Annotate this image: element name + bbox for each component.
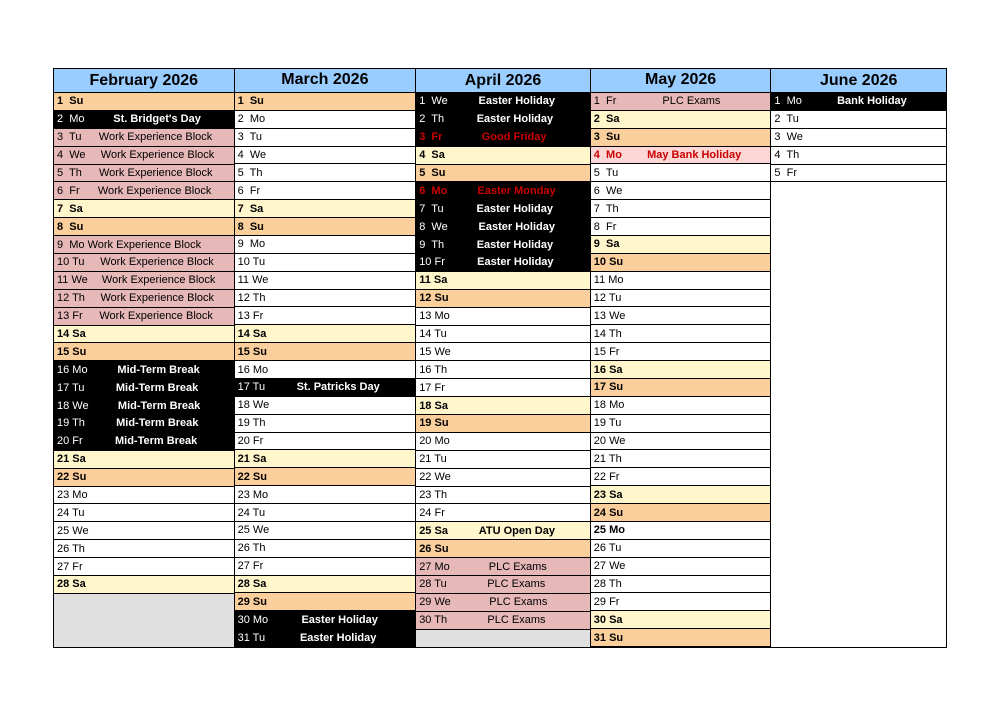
event-label: Easter Monday [477, 184, 556, 197]
day-row [235, 576, 416, 594]
day-label: 8 Su [57, 220, 84, 233]
day-label: 6 We [593, 184, 623, 197]
day-label: 24 Fr [419, 506, 445, 519]
day-row [235, 200, 416, 218]
day-row [416, 361, 590, 379]
day-label: 30 Sa [593, 613, 623, 626]
day-label: 9 Mo Work Experience Block [57, 238, 202, 251]
day-row [591, 486, 771, 504]
event-label: Easter Holiday [476, 113, 554, 126]
day-label: 21 Sa [57, 453, 86, 466]
day-row [235, 93, 416, 111]
day-label: 26 Th [57, 542, 85, 555]
event-label: PLC Exams [487, 614, 546, 627]
month-column [590, 69, 771, 647]
day-label: 26 Tu [593, 542, 622, 555]
day-label: 18 Mo [593, 399, 625, 412]
day-label: 5 Tu [593, 166, 619, 179]
day-row [591, 504, 771, 522]
day-row [416, 397, 590, 415]
day-label: 21 Tu [419, 453, 447, 466]
day-row [591, 361, 771, 379]
day-label: 27 Mo [419, 560, 450, 573]
day-row [54, 200, 234, 218]
day-label: 19 Th [237, 417, 266, 430]
day-row [416, 612, 590, 630]
day-label: 26 Th [237, 542, 266, 555]
day-label: 11 We [57, 274, 88, 287]
day-label: 13 Fr [237, 309, 264, 322]
day-row [591, 522, 771, 540]
day-label: 15 Su [237, 345, 267, 358]
day-label: 31 Su [593, 631, 624, 644]
day-label: 8 Su [237, 220, 264, 233]
day-label: 10 Su [593, 256, 624, 269]
day-row [54, 558, 234, 576]
day-row [416, 236, 590, 254]
event-label: Work Experience Block [101, 274, 216, 287]
day-label: 1 Su [237, 95, 264, 108]
day-label: 14 Sa [237, 327, 267, 340]
day-label: 21 Th [593, 452, 622, 465]
day-label: 27 Fr [237, 560, 264, 573]
day-row [416, 522, 590, 540]
day-label: 22 Fr [593, 470, 620, 483]
day-label: 15 Fr [593, 345, 620, 358]
day-label: 17 Tu [237, 381, 266, 394]
day-label: 16 Sa [593, 363, 623, 376]
day-row [591, 558, 771, 576]
day-label: 11 Mo [593, 274, 624, 287]
day-row [416, 200, 590, 218]
day-label: 24 Tu [237, 506, 266, 519]
event-label: Work Experience Block [100, 292, 215, 305]
day-row [54, 540, 234, 558]
event-label: Work Experience Block [99, 310, 213, 323]
day-label: 24 Tu [57, 506, 85, 519]
day-row [771, 165, 946, 183]
event-label: Easter Holiday [478, 95, 555, 108]
day-label: 1 We [419, 95, 448, 108]
day-row [591, 93, 771, 111]
day-label: 18 We [237, 399, 270, 412]
day-row [235, 147, 416, 165]
event-label: Easter Holiday [476, 202, 553, 215]
event-label: PLC Exams [487, 578, 546, 591]
day-row [235, 629, 416, 647]
day-row [416, 558, 590, 576]
day-row [416, 469, 590, 487]
day-label: 23 Mo [237, 488, 269, 501]
day-row [235, 540, 416, 558]
day-row [235, 558, 416, 576]
day-label: 12 Th [57, 292, 85, 305]
day-label: 4 We [57, 149, 86, 162]
day-label: 14 Th [593, 327, 622, 340]
day-label: 5 Su [419, 167, 446, 179]
day-row [591, 576, 771, 594]
day-row [54, 218, 234, 236]
day-row [235, 218, 416, 236]
day-label: 3 Su [593, 131, 621, 144]
day-row [54, 147, 234, 165]
day-label: 26 Su [419, 542, 449, 555]
day-label: 4 Sa [419, 149, 445, 162]
day-row [416, 272, 590, 290]
day-label: 11 We [237, 274, 269, 287]
day-label: 21 Sa [237, 452, 267, 465]
day-row [54, 504, 234, 522]
day-row [54, 379, 234, 397]
day-row [591, 111, 771, 129]
day-label: 18 Sa [419, 399, 448, 412]
day-label: 7 Th [593, 202, 619, 215]
day-row [416, 379, 590, 397]
day-row [416, 93, 590, 111]
day-row [54, 433, 234, 451]
day-label: 14 Tu [419, 328, 447, 341]
day-label: 7 Sa [57, 202, 83, 215]
day-label: 22 Su [57, 471, 87, 484]
day-row [235, 433, 416, 451]
day-label: 11 Sa [419, 274, 448, 287]
day-row [591, 397, 771, 415]
day-label: 1 Fr [593, 95, 617, 108]
day-label: 5 Th [237, 166, 263, 179]
day-label: 19 Tu [593, 417, 622, 430]
event-label: Easter Holiday [299, 631, 377, 644]
empty-filler [54, 594, 234, 647]
day-row [54, 576, 234, 594]
day-row [591, 200, 771, 218]
day-label: 3 Fr [419, 131, 443, 144]
event-label: PLC Exams [662, 95, 721, 108]
day-label: 19 Su [419, 417, 449, 430]
day-row [416, 182, 590, 200]
day-row [235, 307, 416, 325]
day-row [591, 254, 771, 272]
day-label: 25 Mo [593, 524, 625, 537]
event-label: PLC Exams [489, 596, 548, 609]
day-row [54, 397, 234, 415]
day-label: 29 We [419, 596, 451, 609]
day-row [54, 451, 234, 469]
event-label: Easter Holiday [478, 220, 555, 233]
day-row [416, 576, 590, 594]
day-label: 15 Su [57, 345, 87, 358]
day-label: 31 Tu [237, 631, 266, 644]
day-row [54, 254, 234, 272]
day-label: 4 We [237, 149, 267, 162]
day-row [235, 611, 416, 629]
day-row [416, 415, 590, 433]
day-label: 7 Sa [237, 202, 264, 215]
day-label: 1 Su [57, 95, 84, 108]
day-label: 8 Fr [593, 220, 617, 233]
day-row [235, 325, 416, 343]
day-row [54, 487, 234, 505]
day-row [416, 433, 590, 451]
day-label: 2 Mo [57, 113, 85, 126]
day-label: 16 Mo [237, 363, 269, 376]
day-row [591, 182, 771, 200]
event-label: St. Bridget's Day [113, 113, 201, 126]
day-label: 20 Fr [57, 435, 83, 448]
calendar-table [53, 68, 947, 648]
event-label: Mid-Term Break [114, 435, 198, 448]
day-label: 2 Mo [237, 113, 266, 126]
event-label: Mid-Term Break [115, 381, 199, 394]
day-row [235, 450, 416, 468]
day-row [54, 469, 234, 487]
day-label: 10 Tu [237, 256, 266, 269]
day-label: 3 We [774, 131, 803, 144]
event-label: Work Experience Block [100, 256, 214, 269]
day-row [591, 236, 771, 254]
day-row [591, 290, 771, 308]
event-label: Good Friday [481, 131, 547, 144]
empty-filler [771, 182, 946, 647]
day-label: 29 Su [237, 595, 267, 608]
day-label: 15 We [419, 345, 451, 358]
month-column [234, 69, 416, 647]
day-row [771, 129, 946, 147]
day-label: 12 Th [237, 292, 266, 305]
event-label: Mid-Term Break [117, 363, 200, 376]
day-label: 30 Th [419, 614, 448, 627]
event-label: Work Experience Block [98, 167, 213, 179]
day-row [591, 540, 771, 558]
day-row [591, 129, 771, 147]
day-label: 13 Mo [419, 310, 450, 323]
day-row [235, 415, 416, 433]
day-label: 23 Mo [57, 489, 88, 502]
day-label: 20 Fr [237, 435, 264, 448]
day-label: 13 Fr [57, 310, 83, 323]
day-label: 7 Tu [419, 202, 444, 215]
month-header: April 2026 [416, 69, 590, 93]
month-header: June 2026 [771, 69, 946, 93]
day-row [235, 468, 416, 486]
day-row [416, 129, 590, 147]
day-label: 2 Th [419, 113, 445, 126]
event-label: May Bank Holiday [647, 149, 742, 162]
day-row [416, 147, 590, 165]
event-label: Easter Holiday [477, 256, 554, 269]
event-label: Easter Holiday [301, 613, 378, 626]
day-label: 4 Mo [593, 149, 622, 162]
day-row [416, 165, 590, 183]
day-row [235, 111, 416, 129]
month-header: February 2026 [54, 69, 234, 93]
day-label: 28 Sa [57, 578, 86, 591]
month-column [54, 69, 234, 647]
event-label: Work Experience Block [100, 149, 215, 162]
event-label: St. Patricks Day [296, 381, 380, 394]
day-label: 25 We [237, 524, 270, 537]
day-row [416, 308, 590, 326]
day-label: 17 Fr [419, 381, 445, 394]
day-row [771, 111, 946, 129]
day-row [591, 611, 771, 629]
day-row [54, 236, 234, 254]
day-label: 16 Th [419, 363, 448, 376]
day-label: 9 Th [419, 238, 445, 251]
day-row [591, 272, 771, 290]
day-row [54, 522, 234, 540]
day-row [54, 129, 234, 147]
day-label: 6 Fr [57, 184, 80, 197]
day-label: 20 We [593, 435, 626, 448]
day-row [591, 415, 771, 433]
day-label: 3 Tu [237, 131, 263, 144]
day-row [235, 343, 416, 361]
day-label: 4 Th [774, 149, 800, 162]
day-row [235, 379, 416, 397]
day-label: 17 Su [593, 381, 624, 394]
day-row [54, 93, 234, 111]
day-row [54, 308, 234, 326]
day-row [416, 343, 590, 361]
day-row [591, 164, 771, 182]
day-row [416, 290, 590, 308]
day-label: 10 Tu [57, 256, 85, 269]
day-row [235, 290, 416, 308]
day-label: 28 Tu [419, 578, 447, 591]
day-row [54, 326, 234, 344]
day-row [416, 254, 590, 272]
day-label: 29 Fr [593, 595, 620, 608]
day-label: 23 Sa [593, 488, 623, 501]
event-label: Easter Holiday [476, 238, 554, 251]
day-label: 22 We [419, 471, 451, 484]
day-label: 28 Sa [237, 578, 267, 591]
day-row [235, 182, 416, 200]
day-row [235, 504, 416, 522]
day-row [771, 93, 946, 111]
day-label: 27 We [593, 560, 626, 573]
day-row [235, 254, 416, 272]
day-row [591, 218, 771, 236]
day-row [235, 486, 416, 504]
day-row [771, 147, 946, 165]
day-row [591, 379, 771, 397]
day-label: 6 Fr [237, 184, 261, 197]
day-row [416, 504, 590, 522]
day-label: 25 We [57, 524, 89, 537]
day-label: 16 Mo [57, 363, 88, 376]
day-label: 19 Th [57, 417, 85, 430]
day-row [416, 540, 590, 558]
day-row [235, 593, 416, 611]
day-label: 3 Tu [57, 131, 82, 144]
day-row [54, 182, 234, 200]
day-label: 22 Su [237, 470, 267, 483]
day-row [54, 165, 234, 183]
day-row [591, 147, 771, 165]
day-row [591, 307, 771, 325]
day-row [416, 326, 590, 344]
day-row [591, 433, 771, 451]
event-label: ATU Open Day [478, 524, 555, 537]
day-row [416, 487, 590, 505]
day-row [54, 290, 234, 308]
day-label: 9 Sa [593, 238, 620, 251]
month-header: March 2026 [235, 69, 416, 93]
day-row [591, 343, 771, 361]
day-label: 14 Sa [57, 328, 86, 341]
day-label: 8 We [419, 220, 448, 233]
day-label: 30 Mo [237, 613, 269, 626]
day-row [416, 451, 590, 469]
day-label: 5 Th [57, 167, 82, 179]
day-label: 20 Mo [419, 435, 450, 448]
day-row [235, 272, 416, 290]
day-label: 1 Mo [774, 95, 802, 108]
event-label: PLC Exams [488, 560, 547, 573]
event-label: Mid-Term Break [116, 417, 199, 430]
month-header: May 2026 [591, 69, 771, 93]
day-row [235, 397, 416, 415]
empty-filler [416, 630, 590, 647]
day-row [591, 468, 771, 486]
day-label: 2 Sa [593, 113, 620, 126]
day-row [416, 594, 590, 612]
day-row [235, 236, 416, 254]
day-row [591, 629, 771, 647]
month-column [415, 69, 590, 647]
day-label: 25 Sa [419, 524, 448, 537]
day-label: 23 Th [419, 489, 448, 502]
day-label: 28 Th [593, 578, 622, 591]
event-label: Work Experience Block [97, 184, 212, 197]
event-label: Mid-Term Break [117, 399, 201, 412]
day-row [235, 361, 416, 379]
day-row [54, 111, 234, 129]
day-label: 12 Tu [593, 292, 622, 305]
day-label: 2 Tu [774, 113, 799, 126]
day-row [54, 272, 234, 290]
day-row [235, 522, 416, 540]
day-label: 24 Su [593, 506, 624, 519]
month-column [770, 69, 946, 647]
event-label: Bank Holiday [837, 95, 907, 108]
day-row [591, 450, 771, 468]
day-row [235, 129, 416, 147]
day-row [416, 111, 590, 129]
day-label: 6 Mo [419, 184, 448, 197]
day-label: 5 Fr [774, 167, 798, 179]
day-label: 12 Su [419, 292, 449, 305]
day-label: 27 Fr [57, 560, 83, 573]
event-label: Work Experience Block [98, 131, 213, 144]
day-row [235, 164, 416, 182]
day-label: 9 Mo [237, 238, 266, 251]
day-row [54, 343, 234, 361]
day-row [591, 325, 771, 343]
day-row [591, 593, 771, 611]
day-label: 17 Tu [57, 381, 85, 394]
day-label: 18 We [57, 399, 89, 412]
day-row [54, 415, 234, 433]
day-label: 13 We [593, 309, 626, 322]
day-label: 10 Fr [419, 256, 445, 269]
day-row [54, 361, 234, 379]
day-row [416, 218, 590, 236]
